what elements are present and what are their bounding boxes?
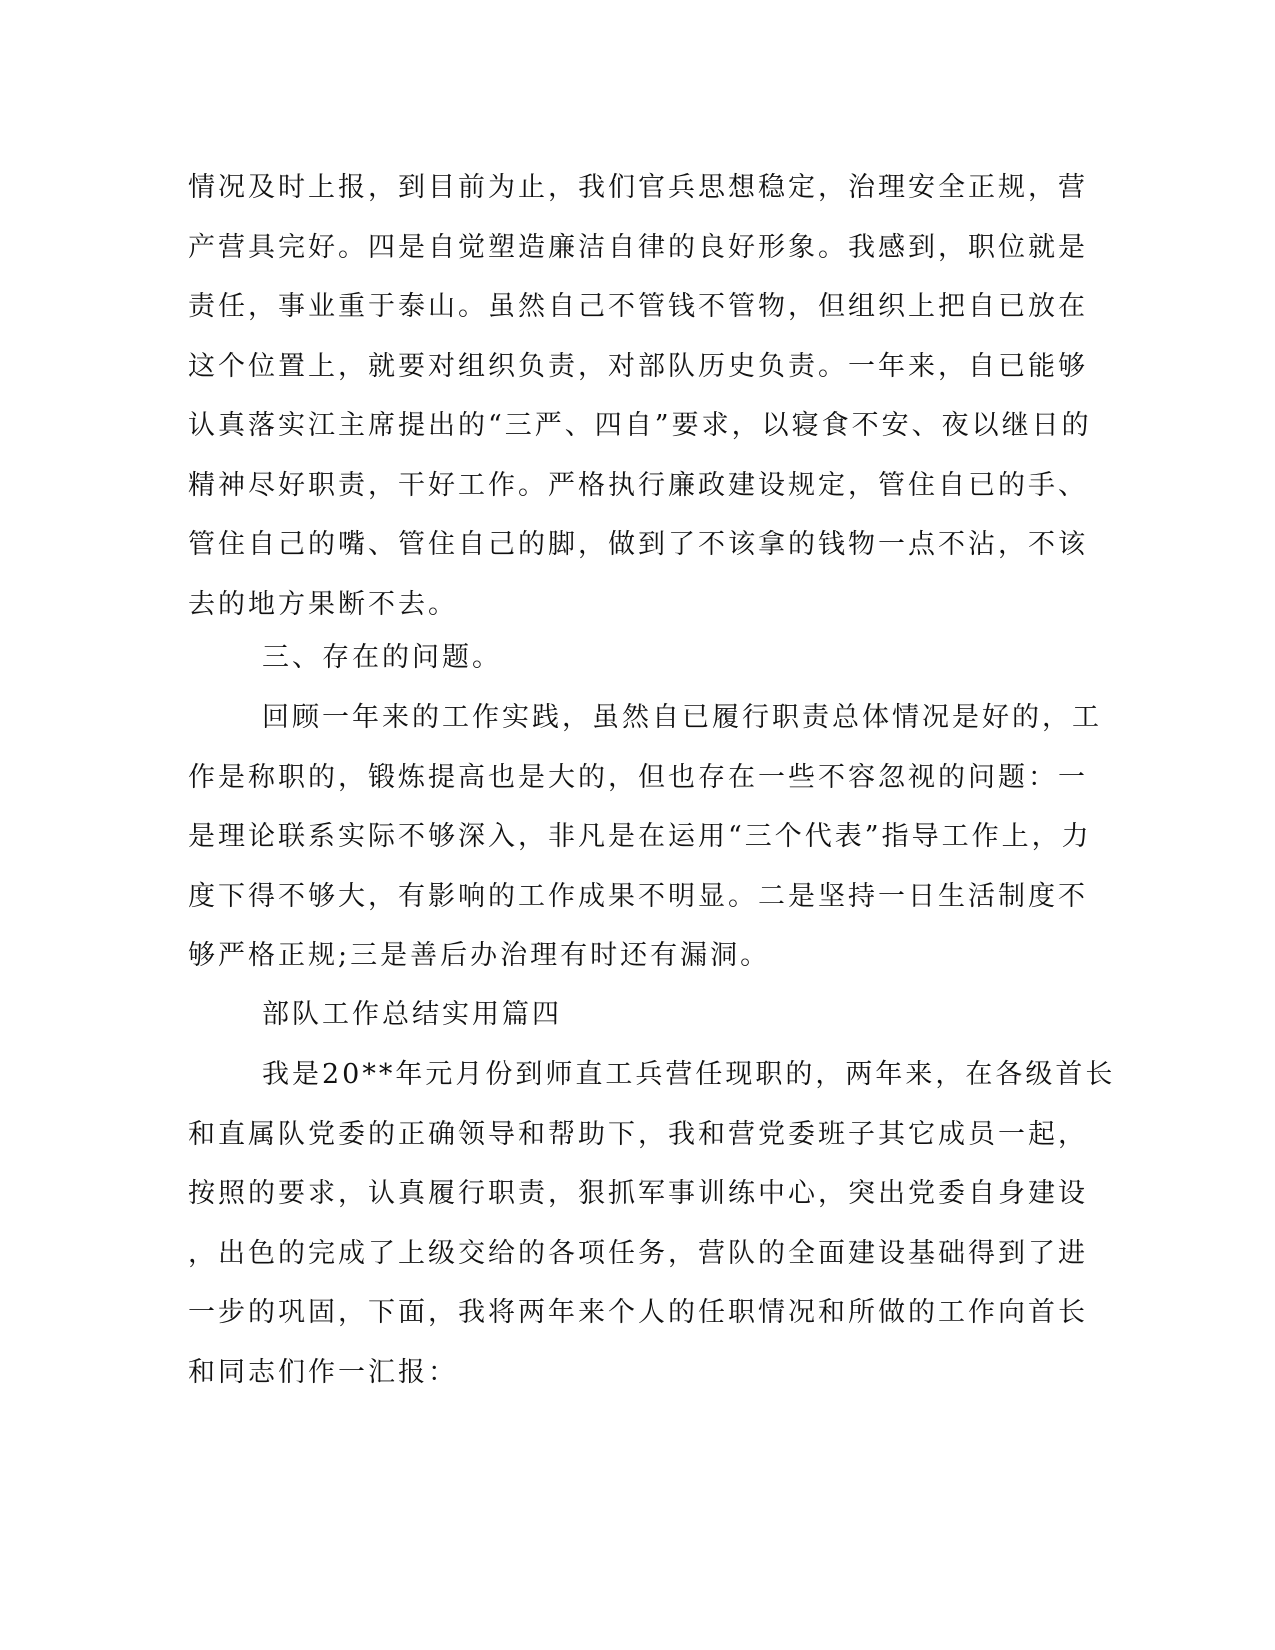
text-line: ，出色的完成了上级交给的各项任务，营队的全面建设基础得到了进 [188, 1237, 1088, 1269]
text-line: 度下得不够大，有影响的工作成果不明显。二是坚持一日生活制度不 [188, 880, 1088, 912]
text-line: 这个位置上，就要对组织负责，对部队历史负责。一年来，自已能够 [188, 350, 1088, 382]
text-line: 一步的巩固，下面，我将两年来个人的任职情况和所做的工作向首长 [188, 1297, 1088, 1328]
text-line: 责任，事业重于泰山。虽然自己不管钱不管物，但组织上把自已放在 [188, 291, 1088, 322]
text-line: 认真落实江主席提出的“三严、四自”要求，以寝食不安、夜以继日的 [188, 410, 1092, 441]
text-line: 和直属队党委的正确领导和帮助下，我和营党委班子其它成员一起， [188, 1118, 1088, 1150]
text-line: 按照的要求，认真履行职责，狠抓军事训练中心，突出党委自身建设 [188, 1178, 1088, 1209]
text-line: 我是20**年元月份到师直工兵营任现职的，两年来，在各级首长 [262, 1059, 1116, 1090]
text-line: 管住自己的嘴、管住自己的脚，做到了不该拿的钱物一点不沾，不该 [188, 529, 1088, 560]
paragraph-report-intro [188, 1045, 1116, 1402]
text-line: 产营具完好。四是自觉塑造廉洁自律的良好形象。我感到，职位就是 [188, 231, 1088, 263]
section-title [188, 985, 1068, 1045]
text-line: 情况及时上报，到目前为止，我们官兵思想稳定，治理安全正规，营 [188, 172, 1088, 203]
text-line: 精神尽好职责，干好工作。严格执行廉政建设规定，管住自已的手、 [188, 469, 1088, 501]
text-line: 去的地方果断不去。 [188, 588, 458, 620]
title-line: 部队工作总结实用篇四 [262, 999, 562, 1030]
text-line: 回顾一年来的工作实践，虽然自已履行职责总体情况是好的，工 [262, 702, 1102, 733]
paragraph-problems [188, 688, 1102, 986]
paragraph-integrity [188, 158, 1092, 634]
text-line: 和同志们作一汇报： [188, 1356, 458, 1388]
text-line: 够严格正规;三是善后办治理有时还有漏洞。 [188, 940, 771, 971]
text-line: 作是称职的，锻炼提高也是大的，但也存在一些不容忽视的问题：一 [188, 761, 1088, 793]
text-line: 是理论联系实际不够深入，非凡是在运用“三个代表”指导工作上，力 [188, 821, 1092, 852]
section-heading-problems [188, 628, 1068, 688]
heading-line: 三、存在的问题。 [262, 642, 502, 673]
